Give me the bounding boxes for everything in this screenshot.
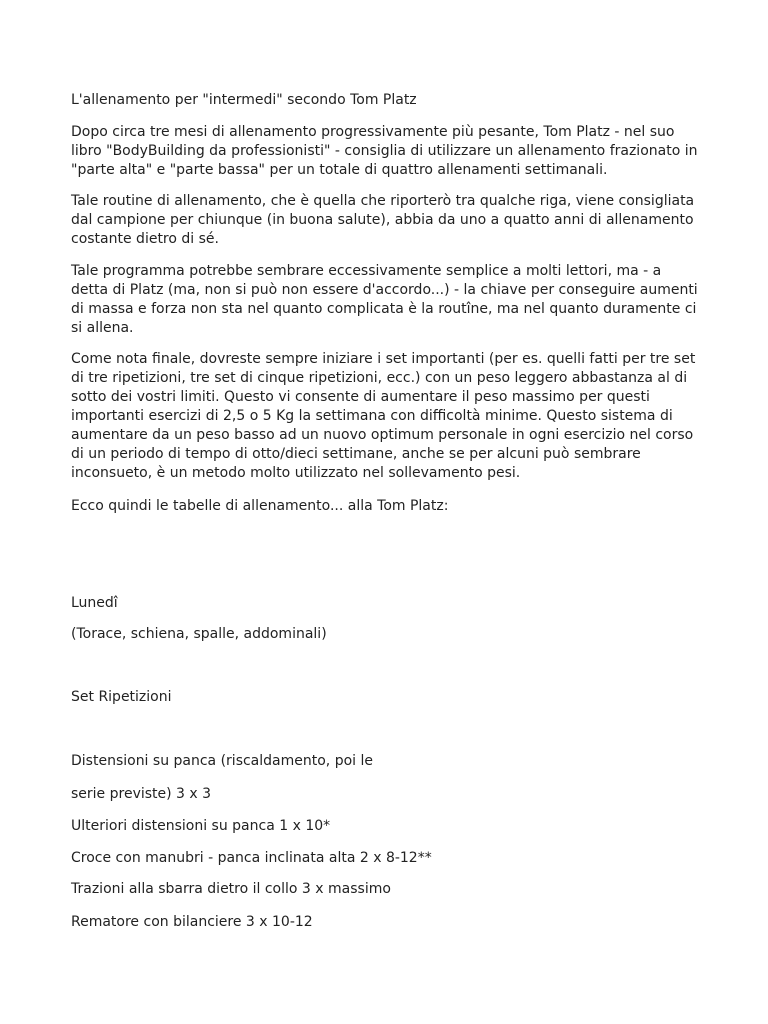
document-title: L'allenamento per "intermedi" secondo Tom Platz — [71, 92, 417, 108]
paragraph-final-note: Come nota finale, dovreste sempre iniziare i set importanti (per es. quelli fatti per tre set di tre ripetizioni, tre set di cinque ripetizioni, ecc.) con un peso leggero abbastanza al di sotto dei vostri limiti. Questo vi consente di aumentare il peso massimo per questi importanti esercizi di 2,5 o 5 Kg la settimana con difficoltà minime. Questo sistema di aumentare da un peso basso ad un nuovo optimum personale in ogni esercizio nel corso di un periodo di tempo di otto/dieci settimane, anche se per alcuni può sembrare inconsueto, è un metodo molto utilizzato nel sollevamento pesi. — [71, 351, 696, 481]
exercise-line: Trazioni alla sbarra dietro il collo 3 x massimo — [71, 881, 391, 897]
paragraph-tables-intro: Ecco quindi le tabelle di allenamento... alla Tom Platz: — [71, 498, 449, 514]
day-heading: Lunedî — [71, 595, 118, 611]
set-repetitions-header: Set Ripetizioni — [71, 689, 172, 705]
paragraph-intro: Dopo circa tre mesi di allenamento progressivamente più pesante, Tom Platz - nel suo libro "BodyBuilding da professionisti" - consiglia di utilizzare un allenamento frazionato in "parte alta" e "parte bassa" per un totale di quattro allenamenti settimanali. — [71, 124, 698, 178]
exercise-line: Distensioni su panca (riscaldamento, poi le — [71, 753, 373, 769]
exercise-line: Croce con manubri - panca inclinata alta 2 x 8-12** — [71, 850, 432, 866]
exercise-line: Rematore con bilanciere 3 x 10-12 — [71, 914, 313, 930]
paragraph-program: Tale programma potrebbe sembrare eccessivamente semplice a molti lettori, ma - a detta di Platz (ma, non si può non essere d'accordo...) - la chiave per conseguire aumenti di massa e forza non sta nel quanto complicata è la routîne, ma nel quanto duramente ci si allena. — [71, 263, 698, 336]
exercise-line: serie previste) 3 x 3 — [71, 786, 212, 802]
muscle-groups-label: (Torace, schiena, spalle, addominali) — [71, 626, 327, 642]
paragraph-routine: Tale routine di allenamento, che è quella che riporterò tra qualche riga, viene consigliata dal campione per chiunque (in buona salute), abbia da uno a quatto anni di allenamento costante dietro di sé. — [71, 193, 695, 247]
exercise-line: Ulteriori distensioni su panca 1 x 10* — [71, 818, 331, 834]
